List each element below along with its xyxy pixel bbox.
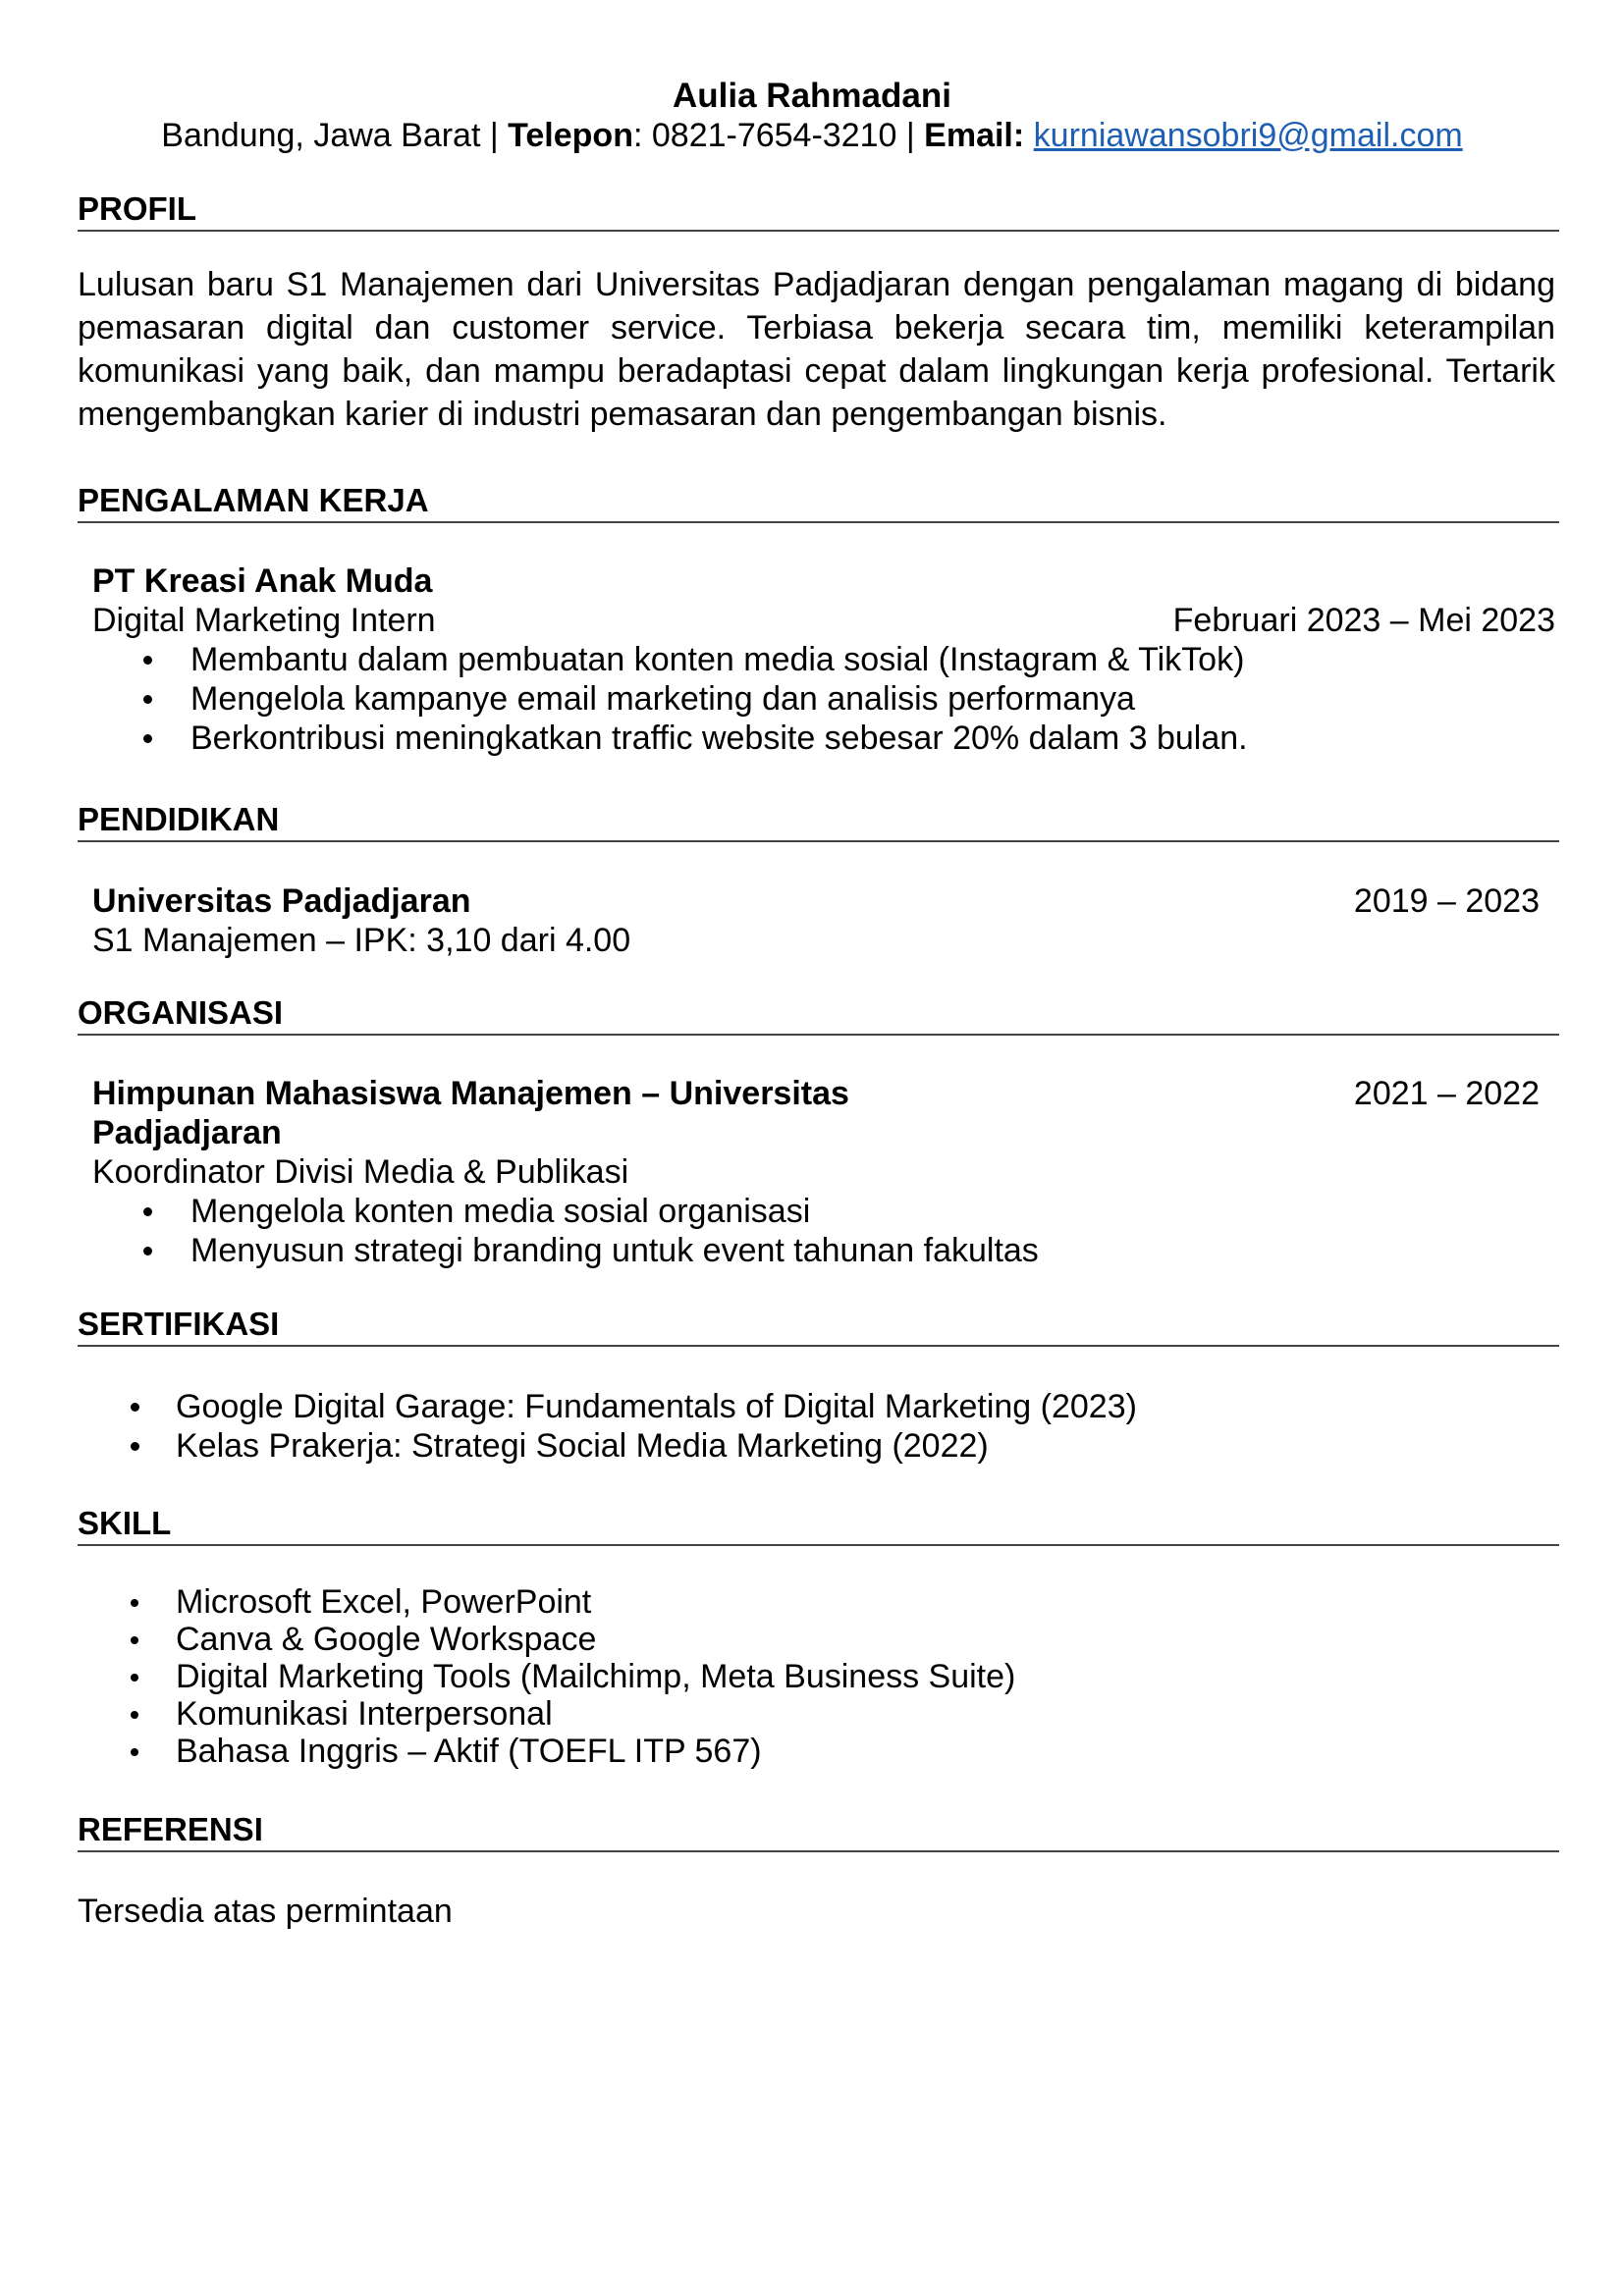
skill-list	[78, 1583, 1531, 1770]
bullet-icon	[131, 1711, 138, 1719]
bullet-icon	[143, 734, 152, 743]
section-title-education: PENDIDIKAN	[78, 801, 1559, 842]
bullet-icon	[131, 1748, 138, 1756]
organization-role: Koordinator Divisi Media & Publikasi	[92, 1153, 629, 1191]
list-item: Canva & Google Workspace	[176, 1621, 1531, 1658]
school-name: Universitas Padjadjaran	[92, 882, 471, 920]
reference-text: Tersedia atas permintaan	[78, 1893, 453, 1930]
list-item: Menyusun strategi branding untuk event tahunan fakultas	[190, 1231, 1545, 1270]
school-row	[92, 881, 1545, 921]
list-item: Mengelola kampanye email marketing dan analisis performanya	[190, 679, 1545, 719]
company-name: PT Kreasi Anak Muda	[92, 562, 433, 600]
certification-list	[78, 1387, 1531, 1466]
location: Bandung, Jawa Barat	[161, 117, 481, 154]
bullet-icon	[131, 1403, 139, 1412]
list-item: Bahasa Inggris – Aktif (TOEFL ITP 567)	[176, 1733, 1531, 1770]
bullet-icon	[143, 1207, 152, 1216]
list-item: Kelas Prakerja: Strategi Social Media Marketing (2022)	[176, 1426, 1531, 1466]
degree-info: S1 Manajemen – IPK: 3,10 dari 4.00	[92, 922, 631, 959]
bullet-icon	[131, 1636, 138, 1644]
list-item: Microsoft Excel, PowerPoint	[176, 1583, 1531, 1621]
email-label: Email:	[924, 117, 1025, 154]
list-item: Komunikasi Interpersonal	[176, 1695, 1531, 1733]
bullet-icon	[131, 1442, 139, 1451]
contact-line: Bandung, Jawa Barat | Telepon: 0821-7654-3210 | Email: kurniawansobri9@gmail.com	[161, 117, 1463, 154]
organization-name-line1: Himpunan Mahasiswa Manajemen – Universitas	[92, 1075, 849, 1112]
experience-bullets	[92, 640, 1545, 758]
section-title-reference: REFERENSI	[78, 1811, 1559, 1852]
bullet-icon	[131, 1599, 138, 1607]
candidate-name: Aulia Rahmadani	[673, 77, 951, 115]
resume-header	[0, 77, 1624, 155]
list-item: Digital Marketing Tools (Mailchimp, Meta Business Suite)	[176, 1658, 1531, 1695]
bullet-icon	[143, 695, 152, 704]
list-item: Mengelola konten media sosial organisasi	[190, 1192, 1545, 1231]
organization-name-line2: Padjadjaran	[92, 1114, 282, 1151]
job-period: Februari 2023 – Mei 2023	[1172, 602, 1555, 639]
skill-bullets	[78, 1583, 1531, 1770]
organization-period: 2021 – 2022	[1353, 1075, 1540, 1112]
profile-paragraph: Lulusan baru S1 Manajemen dari Universitas Padjadjaran dengan pengalaman magang di bidang pemasaran digital dan customer service. Terbiasa bekerja secara tim, memiliki keterampilan komunikasi yang baik, dan mampu beradaptasi cepat dalam lingkungan kerja profesional. Tertarik mengembangkan karier di industri pemasaran dan pengembangan bisnis.	[78, 266, 1555, 433]
list-item: Google Digital Garage: Fundamentals of Digital Marketing (2023)	[176, 1387, 1531, 1426]
bullet-icon	[131, 1674, 138, 1682]
phone-label: Telepon	[508, 117, 633, 154]
section-title-organization: ORGANISASI	[78, 994, 1559, 1036]
section-title-profil: PROFIL	[78, 190, 1559, 232]
education-entry	[92, 881, 1545, 960]
section-title-certification: SERTIFIKASI	[78, 1306, 1559, 1347]
organization-row	[92, 1074, 1545, 1113]
education-period: 2019 – 2023	[1353, 882, 1540, 920]
bullet-icon	[143, 1247, 152, 1255]
role-row	[92, 601, 1555, 640]
section-title-skill: SKILL	[78, 1505, 1559, 1546]
list-item: Berkontribusi meningkatkan traffic website sebesar 20% dalam 3 bulan.	[190, 719, 1545, 758]
organization-entry	[92, 1074, 1545, 1270]
section-title-experience: PENGALAMAN KERJA	[78, 482, 1559, 523]
bullet-icon	[143, 656, 152, 665]
certification-bullets	[78, 1387, 1531, 1466]
experience-entry	[92, 561, 1555, 758]
organization-bullets	[92, 1192, 1545, 1270]
list-item: Membantu dalam pembuatan konten media sosial (Instagram & TikTok)	[190, 640, 1545, 679]
phone-number: 0821-7654-3210	[651, 117, 897, 154]
job-role: Digital Marketing Intern	[92, 602, 436, 639]
email-link[interactable]: kurniawansobri9@gmail.com	[1033, 117, 1463, 154]
